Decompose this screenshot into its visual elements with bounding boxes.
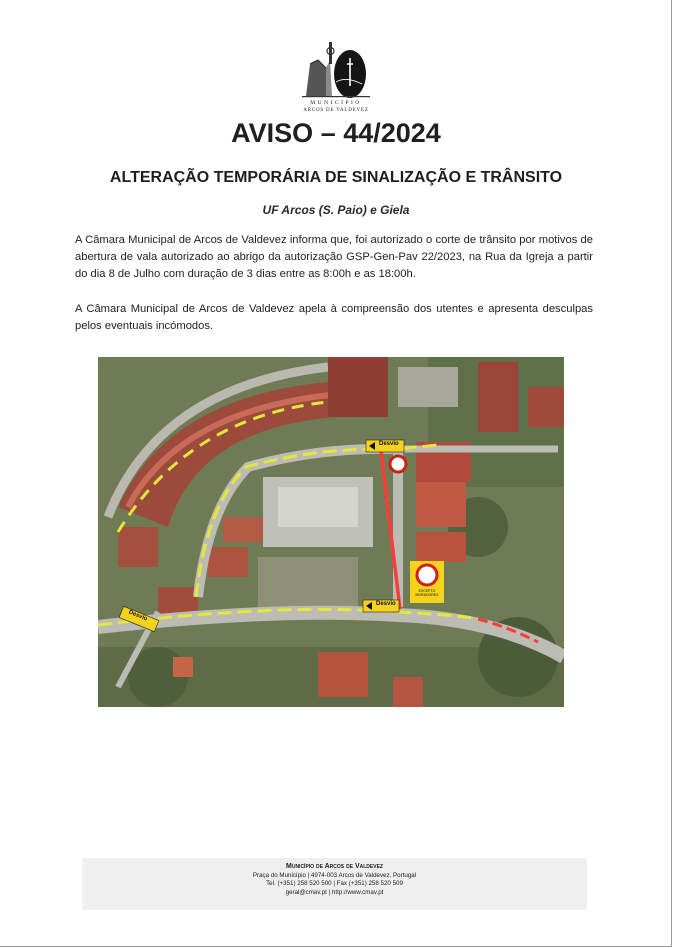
- footer-municipality-name: Município de Arcos de Valdevez: [286, 863, 383, 870]
- traffic-map-image: [98, 357, 564, 707]
- footer-contact-block: [82, 858, 587, 910]
- notice-subtitle: ALTERAÇÃO TEMPORÁRIA DE SINALIZAÇÃO E TRÂNSITO: [109, 169, 563, 186]
- notice-title: AVISO – 44/2024: [231, 118, 441, 148]
- logo-text-municipio: MUNICÍPIO: [310, 100, 362, 106]
- detour-sign-bottom: Desvio: [376, 601, 396, 607]
- closed-sign-caption: EXCEPTO MORADORES: [415, 589, 439, 597]
- notice-paragraph-1: A Câmara Municipal de Arcos de Valdevez informa que, foi autorizado o corte de trânsito por motivos de abertura de vala autorizado ao abrigo da autorização GSP-Gen-Pav 22/2023, na Rua da Igreja a partir do dia 8 de Julho com duração de 3 dias entre as 8:00h e as 18:00h.: [75, 234, 593, 280]
- detour-sign-left: Desvio: [127, 609, 149, 623]
- coat-of-arms-icon: [296, 38, 376, 100]
- footer-address: Praça do Município | 4974-003 Arcos de Valdevez, Portugal: [252, 871, 417, 879]
- municipality-logo: [296, 38, 376, 120]
- detour-sign-top: Desvio: [379, 441, 399, 447]
- footer-phone: Tel. (+351) 258 520 500 | Fax (+351) 258 520 509: [266, 880, 403, 888]
- logo-text-arcos: ARCOS DE VALDEVEZ: [303, 108, 369, 113]
- footer-contact: geral@cmav.pt | http://www.cmav.pt: [285, 888, 384, 896]
- notice-paragraph-2: A Câmara Municipal de Arcos de Valdevez apela à compreensão dos utentes e apresenta desculpas pelos eventuais incómodos.: [75, 303, 593, 332]
- notice-locality: UF Arcos (S. Paio) e Giela: [262, 203, 410, 217]
